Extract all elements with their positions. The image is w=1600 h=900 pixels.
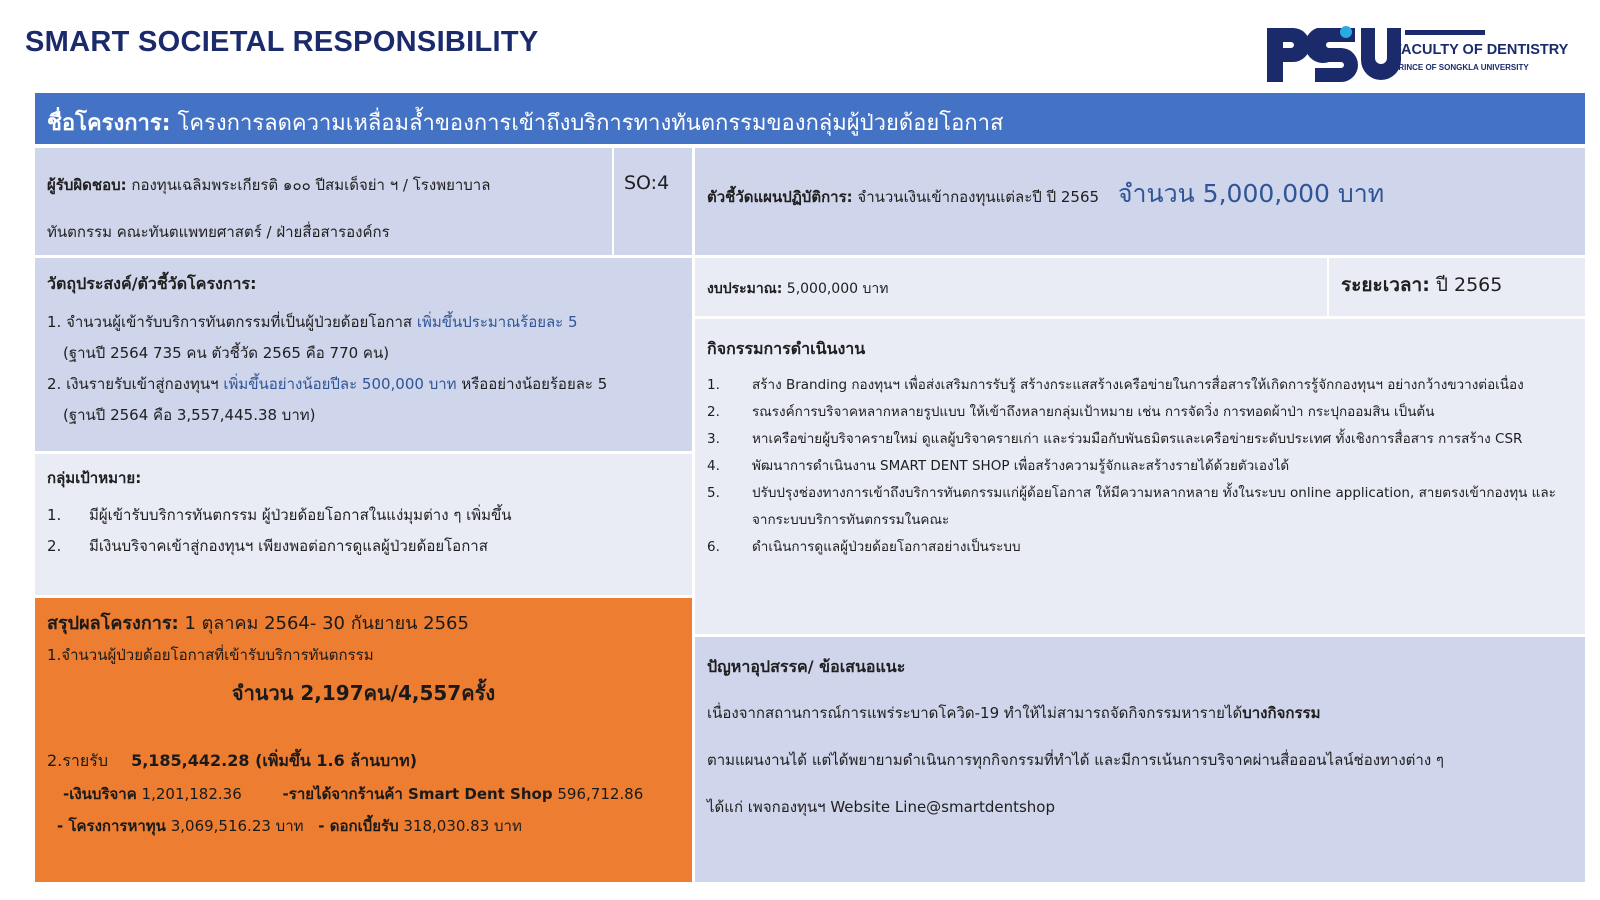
activity-item: 3. หาเครือข่ายผู้บริจาครายใหม่ ดูแลผู้บริจาครายเก่า และร่วมมือกับพันธมิตรและเครือข่ายระดับประเทศ ทั้งเชิงการสื่อสาร การสร้าง CSR [707,431,1523,447]
summary-item-2-value: 5,185,442.28 (เพิ่มขึ้น 1.6 ล้านบาท) [131,751,418,770]
problems-panel [695,637,1585,882]
problems-line-1-bold: บางกิจกรรม [1242,704,1321,722]
summary-item-2-label: 2.รายรับ [47,751,108,770]
project-name-bar [35,93,1585,144]
activities-heading: กิจกรรมการดำเนินงาน [707,339,866,358]
target-item: 2. มีเงินบริจาคเข้าสู่กองทุนฯ เพียงพอต่อการดูแลผู้ป่วยด้อยโอกาส [47,537,488,555]
interest-label: - ดอกเบี้ยรับ [318,817,399,835]
target-group-panel [35,454,692,595]
donation-label: -เงินบริจาค [63,785,137,803]
objective-2-tail: หรืออย่างน้อยร้อยละ 5 [461,375,608,393]
project-label: ชื่อโครงการ: [47,111,171,136]
summary-item-1-value: จำนวน 2,197คน/4,557ครั้ง [231,681,496,705]
kpi-value: จำนวน 5,000,000 บาท [1117,179,1385,208]
objective-1-highlight: เพิ่มขึ้นประมาณร้อยละ 5 [416,313,578,331]
kpi-label: ตัวชี้วัดแผนปฏิบัติการ: [707,188,853,206]
page-title: SMART SOCIETAL RESPONSIBILITY [25,26,539,58]
donation-value: 1,201,182.36 [141,785,242,803]
objective-2-note: (ฐานปี 2564 คือ 3,557,445.38 บาท) [63,406,316,424]
problems-line-1: เนื่องจากสถานการณ์การแพร่ระบาดโควิด-19 ทำให้ไม่สามารถจัดกิจกรรมหารายได้ [707,704,1243,722]
budget-value: 5,000,000 บาท [786,281,889,297]
objectives-panel [35,258,692,451]
summary-panel [35,598,692,882]
logo-dot-icon [1340,26,1352,38]
objective-1-text: 1. จำนวนผู้เข้ารับบริการทันตกรรมที่เป็นผู้ป่วยด้อยโอกาส [47,313,413,331]
logo-university-text: PRINCE OF SONGKLA UNIVERSITY [1393,63,1529,72]
objective-2-highlight: เพิ่มขึ้นอย่างน้อยปีละ 500,000 บาท [223,375,457,393]
budget-label: งบประมาณ: [707,281,783,297]
period-label: ระยะเวลา: [1341,274,1430,296]
activity-item: 4. พัฒนาการดำเนินงาน SMART DENT SHOP เพื่อสร้างความรู้จักและสร้างรายได้ด้วยตัวเองได้ [707,458,1290,474]
summary-label: สรุปผลโครงการ: [47,613,179,634]
activity-item: 2. รณรงค์การบริจาคหลากหลายรูปแบบ ให้เข้าถึงหลายกลุ่มเป้าหมาย เช่น การจัดวิ่ง การทอดผ้าป่า กระปุกออมสิน เป็นต้น [707,404,1435,420]
fund-label: - โครงการหาทุน [57,817,166,835]
target-group-heading: กลุ่มเป้าหมาย: [47,469,142,487]
activity-item: 1. สร้าง Branding กองทุนฯ เพื่อส่งเสริมการรับรู้ สร้างกระแสสร้างเครือข่ายในการสื่อสารให้เกิดการรู้จักกองทุนฯ อย่างกว้างขวางต่อเนื่อง [707,377,1524,393]
objectives-heading: วัตถุประสงค์/ตัวชี้วัดโครงการ: [47,274,257,293]
interest-value: 318,030.83 บาท [403,817,522,835]
responsible-label: ผู้รับผิดชอบ: [47,176,127,194]
responsible-panel [35,148,612,255]
target-item: 1. มีผู้เข้ารับบริการทันตกรรม ผู้ป่วยด้อยโอกาสในแง่มุมต่าง ๆ เพิ่มขึ้น [47,506,512,524]
objective-1-note: (ฐานปี 2564 735 คน ตัวชี้วัด 2565 คือ 770 คน) [63,344,390,362]
responsible-line2: ทันตกรรม คณะทันตแพทยศาสตร์ / ฝ่ายสื่อสารองค์กร [47,223,390,241]
so-code: SO:4 [614,148,692,255]
project-name: โครงการลดความเหลื่อมล้ำของการเข้าถึงบริการทางทันตกรรมของกลุ่มผู้ป่วยด้อยโอกาส [177,111,1004,136]
problems-line-2: ตามแผนงานได้ แต่ได้พยายามดำเนินการทุกกิจกรรมที่ทำได้ และมีการเน้นการบริจาคผ่านสื่อออนไลน์ช่องทางต่าง ๆ [707,751,1444,769]
activities-panel [695,319,1585,634]
summary-period: 1 ตุลาคม 2564- 30 กันยายน 2565 [184,613,469,634]
kpi-panel [695,148,1585,255]
summary-item-1: 1.จำนวนผู้ป่วยด้อยโอกาสที่เข้ารับบริการทันตกรรม [47,646,374,664]
problems-line-3: ได้แก่ เพจกองทุนฯ Website Line@smartdentshop [707,798,1056,816]
period-panel [1329,258,1585,316]
psu-logo-mark-icon [1265,20,1405,90]
kpi-text: จำนวนเงินเข้ากองทุนแต่ละปี ปี 2565 [857,188,1100,206]
shop-label: -รายได้จากร้านค้า Smart Dent Shop [282,785,553,803]
period-value: ปี 2565 [1435,274,1503,296]
shop-value: 596,712.86 [557,785,644,803]
psu-logo [1265,20,1585,90]
logo-bar [1405,30,1485,35]
activity-item: 6. ดำเนินการดูแลผู้ป่วยด้อยโอกาสอย่างเป็นระบบ [707,539,1021,555]
budget-panel [695,258,1327,316]
problems-heading: ปัญหาอุปสรรค/ ข้อเสนอแนะ [707,657,906,676]
fund-value: 3,069,516.23 บาท [170,817,304,835]
responsible-line1: กองทุนเฉลิมพระเกียรติ ๑๐๐ ปีสมเด็จย่า ฯ / โรงพยาบาล [131,176,491,194]
activity-item: 5. ปรับปรุงช่องทางการเข้าถึงบริการทันตกรรมแก่ผู้ด้อยโอกาส ให้มีความหลากหลาย ทั้งในระบบ online application, สายตรงเข้ากองทุน และจากระบบบริการทันตกรรมในคณะ [707,485,1556,528]
objective-2-text: 2. เงินรายรับเข้าสู่กองทุนฯ [47,375,219,393]
logo-faculty-text: FACULTY OF DENTISTRY [1393,42,1569,58]
